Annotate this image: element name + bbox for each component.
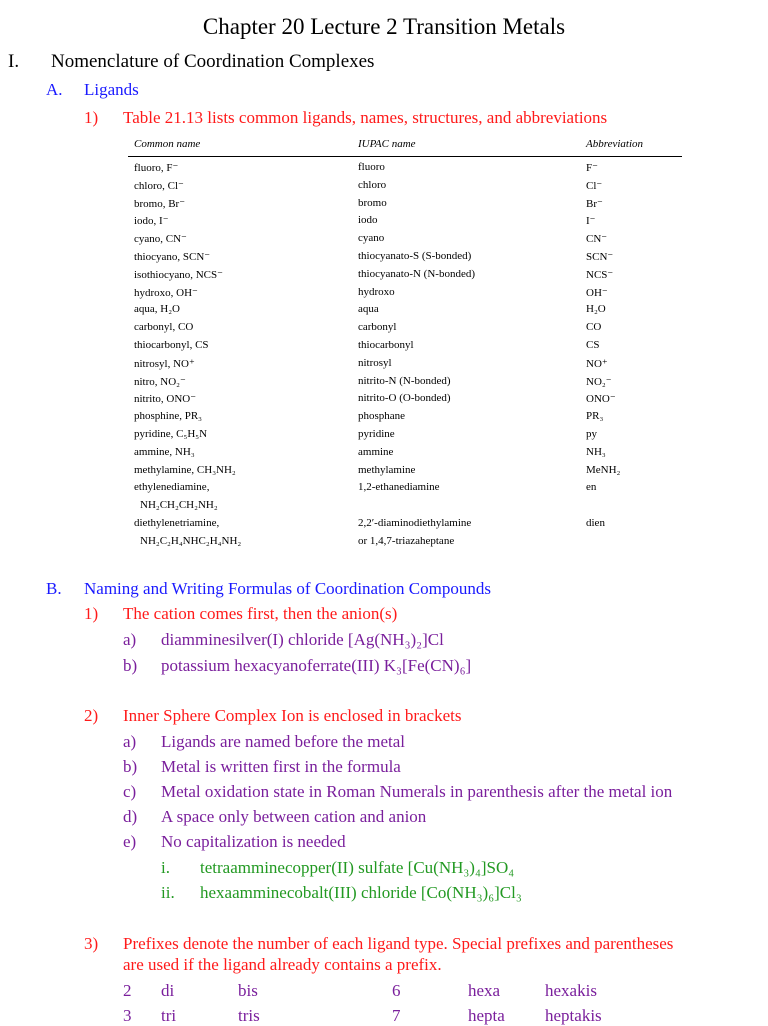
cell-common-name: carbonyl, CO (134, 321, 194, 334)
cell-iupac-name: methylamine (358, 463, 416, 476)
item-B2c-text: Metal oxidation state in Roman Numerals in parenthesis after the metal ion (161, 782, 673, 801)
cell-common-name: thiocarbonyl, CS (134, 338, 209, 351)
cell-abbreviation: CO (586, 321, 602, 334)
table-row (128, 214, 682, 232)
cell-iupac-name: phosphane (358, 410, 406, 423)
item-B3-line1: Prefixes denote the number of each ligand type. Special prefixes and parentheses (123, 934, 674, 953)
item-B2e-i-text: tetraamminecopper(II) sulfate [Cu(NH₃)₄]SO₄ (200, 858, 515, 877)
table-row (128, 535, 682, 553)
cell-abbreviation: Br⁻ (586, 197, 603, 210)
table-row (128, 161, 682, 179)
item-B1b-text: potassium hexacyanoferrate(III) K₃[Fe(CN)₆] (161, 656, 472, 675)
prefix-special: heptakis (545, 1006, 602, 1025)
prefix-simple: hexa (468, 981, 501, 1000)
cell-iupac-name: thiocarbonyl (358, 338, 414, 351)
item-B2e-i-number: i. (161, 858, 170, 877)
cell-abbreviation: en (586, 481, 597, 494)
table-row (128, 339, 682, 357)
cell-common-name: nitro, NO₂⁻ (134, 375, 186, 388)
cell-abbreviation: ONO⁻ (586, 393, 616, 406)
table-body (128, 157, 682, 553)
cell-common-name: nitrosyl, NO⁺ (134, 357, 195, 370)
cell-iupac-name: chloro (358, 178, 387, 191)
cell-iupac-name: 1,2-ethanediamine (358, 481, 440, 494)
prefix-number: 7 (392, 1006, 401, 1025)
item-B2b-text: Metal is written first in the formula (161, 757, 401, 776)
table-row (128, 499, 682, 517)
cell-common-name: diethylenetriamine, (134, 516, 220, 529)
item-B1a-number: a) (123, 630, 137, 649)
table-row (128, 268, 682, 286)
cell-common-name: thiocyano, SCN⁻ (134, 250, 211, 263)
cell-abbreviation: CN⁻ (586, 233, 608, 246)
cell-iupac-name: 2,2′-diaminodiethylamine (358, 516, 472, 529)
item-B1b-number: b) (123, 656, 138, 675)
section-I-heading: Nomenclature of Coordination Complexes (51, 51, 375, 72)
item-B2-number: 2) (84, 706, 99, 725)
cell-common-name: phosphine, PR₃ (134, 410, 203, 423)
table-row (128, 517, 682, 535)
cell-abbreviation: MeNH₂ (586, 463, 621, 476)
prefix-number: 2 (123, 981, 132, 1000)
cell-iupac-name: nitrito-N (N-bonded) (358, 374, 451, 387)
table-row (128, 464, 682, 482)
cell-abbreviation: NO₂⁻ (586, 375, 612, 388)
header-common-name: Common name (134, 138, 201, 150)
cell-common-name: hydroxo, OH⁻ (134, 286, 198, 299)
section-B-heading: Naming and Writing Formulas of Coordination Compounds (84, 579, 491, 598)
section-B-number: B. (46, 579, 62, 598)
cell-common-name: pyridine, C₅H₅N (134, 427, 208, 440)
cell-abbreviation: OH⁻ (586, 286, 608, 299)
table-row (128, 250, 682, 268)
page-title: Chapter 20 Lecture 2 Transition Metals (202, 14, 566, 39)
table-row (128, 410, 682, 428)
prefix-number: 3 (123, 1006, 132, 1025)
section-I-number: I. (8, 51, 20, 72)
section-A-heading: Ligands (84, 80, 139, 99)
item-A1-text: Table 21.13 lists common ligands, names, structures, and abbreviations (123, 108, 608, 127)
cell-common-name: ethylenediamine, (134, 481, 210, 494)
prefix-simple: di (161, 981, 175, 1000)
header-iupac-name: IUPAC name (358, 138, 416, 150)
cell-iupac-name: thiocyanato-N (N-bonded) (358, 267, 475, 280)
cell-abbreviation: H₂O (586, 303, 606, 316)
cell-common-name: bromo, Br⁻ (134, 197, 186, 210)
item-A1-number: 1) (84, 108, 99, 127)
item-B2e-number: e) (123, 832, 137, 851)
cell-common-name: aqua, H₂O (134, 303, 180, 316)
cell-iupac-name: iodo (358, 214, 378, 227)
cell-iupac-name: ammine (358, 445, 394, 458)
prefix-number: 6 (392, 981, 401, 1000)
header-abbreviation: Abbreviation (586, 138, 644, 150)
item-B3-number: 3) (84, 934, 99, 953)
item-B2a-text: Ligands are named before the metal (161, 732, 406, 751)
cell-abbreviation: CS (586, 338, 600, 351)
cell-common-name: methylamine, CH₃NH₂ (134, 463, 236, 476)
item-B2d-number: d) (123, 807, 138, 826)
cell-common-name: chloro, Cl⁻ (134, 179, 184, 192)
item-B2e-text: No capitalization is needed (161, 832, 346, 851)
table-row (128, 428, 682, 446)
item-B2-text: Inner Sphere Complex Ion is enclosed in brackets (123, 706, 462, 725)
cell-iupac-name: fluoro (358, 161, 385, 173)
table-row (128, 481, 682, 499)
cell-abbreviation: NO⁺ (586, 357, 608, 370)
cell-iupac-name: bromo (358, 196, 387, 209)
cell-iupac-name: aqua (358, 303, 379, 316)
item-B2d-text: A space only between cation and anion (161, 807, 427, 826)
item-B2c-number: c) (123, 782, 137, 801)
item-B2b-number: b) (123, 757, 138, 776)
cell-common-name: isothiocyano, NCS⁻ (134, 268, 223, 281)
table-row (128, 392, 682, 410)
cell-common-name: NH₂CH₂CH₂NH₂ (140, 499, 218, 512)
cell-common-name: nitrito, ONO⁻ (134, 393, 197, 406)
table-row (128, 286, 682, 304)
item-B1-text: The cation comes first, then the anion(s) (123, 604, 398, 623)
item-B2e-ii-number: ii. (161, 883, 175, 902)
prefix-simple: tri (161, 1006, 177, 1025)
table-row (128, 303, 682, 321)
cell-common-name: ammine, NH₃ (134, 445, 195, 458)
ligand-table (128, 136, 682, 553)
table-row (128, 357, 682, 375)
item-B3-line2: are used if the ligand already contains a prefix. (123, 955, 442, 974)
cell-iupac-name: carbonyl (358, 321, 397, 334)
table-row (128, 446, 682, 464)
cell-iupac-name: cyano (358, 232, 385, 245)
cell-iupac-name: nitrosyl (358, 356, 392, 369)
table-row (128, 321, 682, 339)
prefix-special: bis (238, 981, 258, 1000)
cell-abbreviation: NH₃ (586, 445, 606, 458)
cell-iupac-name: hydroxo (358, 285, 395, 298)
cell-iupac-name: pyridine (358, 427, 395, 440)
item-B2e-ii-text: hexaamminecobalt(III) chloride [Co(NH₃)₆]Cl₃ (200, 883, 522, 902)
prefix-special: hexakis (545, 981, 597, 1000)
prefix-simple: hepta (468, 1006, 505, 1025)
cell-common-name: fluoro, F⁻ (134, 162, 179, 174)
table-header (128, 136, 682, 157)
item-B1a-text: diamminesilver(I) chloride [Ag(NH₃)₂]Cl (161, 630, 444, 649)
cell-abbreviation: dien (586, 516, 605, 529)
cell-iupac-name: nitrito-O (O-bonded) (358, 392, 451, 405)
item-B1-number: 1) (84, 604, 99, 623)
cell-common-name: NH₂C₂H₄NHC₂H₄NH₂ (140, 534, 242, 547)
table-row (128, 232, 682, 250)
table-row (128, 197, 682, 215)
cell-iupac-name: thiocyanato-S (S-bonded) (358, 249, 472, 262)
table-row (128, 179, 682, 197)
cell-abbreviation: SCN⁻ (586, 250, 614, 263)
cell-common-name: cyano, CN⁻ (134, 233, 187, 246)
cell-iupac-name: or 1,4,7-triazaheptane (358, 534, 455, 547)
cell-abbreviation: PR₃ (586, 410, 604, 423)
cell-abbreviation: F⁻ (586, 162, 598, 174)
cell-abbreviation: Cl⁻ (586, 179, 603, 192)
cell-abbreviation: py (586, 427, 597, 440)
item-B2a-number: a) (123, 732, 137, 751)
cell-abbreviation: NCS⁻ (586, 268, 614, 281)
prefix-special: tris (238, 1006, 260, 1025)
section-A-number: A. (46, 80, 63, 99)
cell-abbreviation: I⁻ (586, 215, 596, 228)
cell-common-name: iodo, I⁻ (134, 215, 169, 228)
table-row (128, 375, 682, 393)
